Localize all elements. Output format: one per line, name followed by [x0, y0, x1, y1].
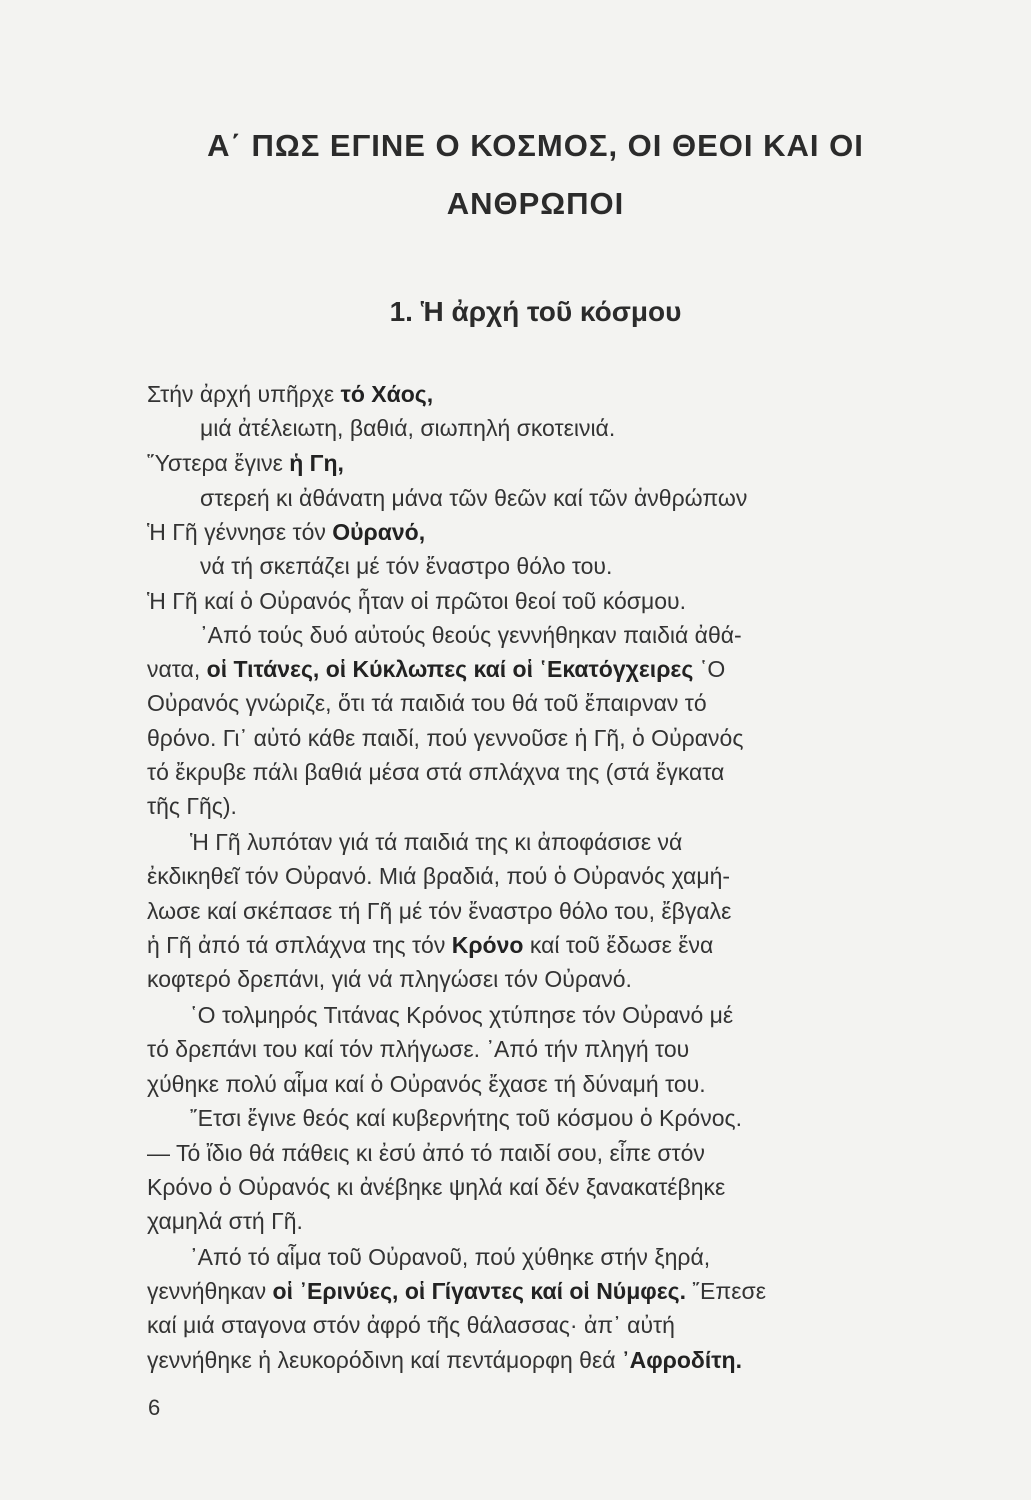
paragraph-6-line-4: γεννήθηκε ἡ λευκορόδινη καί πεντάμορφη θεά ᾿Αφροδίτη.	[147, 1347, 742, 1373]
paragraph-6-line-3: καί μιά σταγονα στόν ἀφρό τῆς θάλασσας· ἀπ᾿ αὐτή	[147, 1312, 675, 1338]
poem-line-5: Ἡ Γῆ γέννησε τόν Οὐρανό,	[147, 519, 426, 545]
paragraph-1-line-1: ᾿Από τούς δυό αὐτούς θεούς γεννήθηκαν παιδιά ἀθά-	[200, 622, 742, 648]
paragraph-1-line-5: τό ἔκρυβε πάλι βαθιά μέσα στά σπλάχνα της (στά ἔγκατα	[147, 759, 725, 785]
paragraph-1-line-3: Οὐρανός γνώριζε, ὅτι τά παιδιά του θά τοῦ ἔπαιρναν τό	[147, 690, 707, 716]
chapter-title-line-2: ΑΝΘΡΩΠΟΙ	[446, 186, 625, 221]
paragraph-1-line-6: τῆς Γῆς).	[147, 793, 237, 819]
paragraph-6-line-2: γεννήθηκαν οἱ ᾿Ερινύες, οἱ Γίγαντες καί οἱ Νύμφες. ῎Επεσε	[147, 1278, 766, 1304]
paragraph-4-line-1: ῎Ετσι ἔγινε θεός καί κυβερνήτης τοῦ κόσμου ὁ Κρόνος.	[190, 1105, 742, 1131]
poem-line-6: νά τή σκεπάζει μέ τόν ἔναστρο θόλο του.	[200, 553, 613, 579]
poem-line-3: ῞Υστερα ἔγινε ἡ Γη,	[147, 450, 344, 476]
paragraph-5-line-2: Κρόνο ὁ Οὐρανός κι ἀνέβηκε ψηλά καί δέν ξανακατέβηκε	[147, 1174, 726, 1200]
paragraph-2-line-3: λωσε καί σκέπασε τή Γῆ μέ τόν ἔναστρο θόλο του, ἔβγαλε	[147, 898, 732, 924]
paragraph-5-line-3: χαμηλά στή Γῆ.	[147, 1208, 303, 1234]
paragraph-3-line-1: ῾Ο τολμηρός Τιτάνας Κρόνος χτύπησε τόν Οὐρανό μέ	[190, 1002, 734, 1028]
poem-line-4: στερεή κι ἀθάνατη μάνα τῶν θεῶν καί τῶν ἀνθρώπων	[200, 485, 748, 511]
paragraph-2-line-2: ἐκδικηθεῖ τόν Οὐρανό. Μιά βραδιά, πού ὁ Οὐρανός χαμή-	[147, 863, 731, 889]
paragraph-1-line-4: θρόνο. Γι᾿ αὐτό κάθε παιδί, πού γεννοῦσε ἡ Γῆ, ὁ Οὐρανός	[147, 725, 744, 751]
paragraph-1-line-2: νατα, οἱ Τιτάνες, οἱ Κύκλωπες καί οἱ ῾Εκατόγχειρες ῾Ο	[147, 656, 726, 682]
paragraph-2-line-4: ἡ Γῆ ἀπό τά σπλάχνα της τόν Κρόνο καί τοῦ ἔδωσε ἕνα	[147, 932, 714, 958]
poem-line-1: Στήν ἀρχή υπῆρχε τό Χάος,	[147, 381, 434, 407]
paragraph-5-line-1: — Τό ἴδιο θά πάθεις κι ἐσύ ἀπό τό παιδί σου, εἶπε στόν	[147, 1140, 705, 1166]
chapter-title-line-1: Α΄ ΠΩΣ ΕΓΙΝΕ Ο ΚΟΣΜΟΣ, ΟΙ ΘΕΟΙ ΚΑΙ ΟΙ	[207, 128, 864, 163]
section-title: 1. Ἡ ἀρχή τοῦ κόσμου	[389, 296, 682, 327]
paragraph-3-line-3: χύθηκε πολύ αἷμα καί ὁ Οὐρανός ἔχασε τή δύναμή του.	[147, 1071, 706, 1097]
poem-line-2: μιά ἀτέλειωτη, βαθιά, σιωπηλή σκοτεινιά.	[200, 415, 616, 441]
paragraph-2-line-1: Ἡ Γῆ λυπόταν γιά τά παιδιά της κι ἀποφάσισε νά	[190, 829, 683, 855]
paragraph-3-line-2: τό δρεπάνι του καί τόν πλήγωσε. ᾿Από τήν πληγή του	[147, 1036, 690, 1062]
poem-line-7: Ἡ Γῆ καί ὁ Οὐρανός ἦταν οἱ πρῶτοι θεοί τοῦ κόσμου.	[147, 588, 686, 614]
paragraph-2-line-5: κοφτερό δρεπάνι, γιά νά πληγώσει τόν Οὐρανό.	[147, 966, 632, 992]
paragraph-6-line-1: ᾿Από τό αἷμα τοῦ Οὐρανοῦ, πού χύθηκε στήν ξηρά,	[190, 1244, 711, 1270]
page-number: 6	[148, 1395, 161, 1420]
